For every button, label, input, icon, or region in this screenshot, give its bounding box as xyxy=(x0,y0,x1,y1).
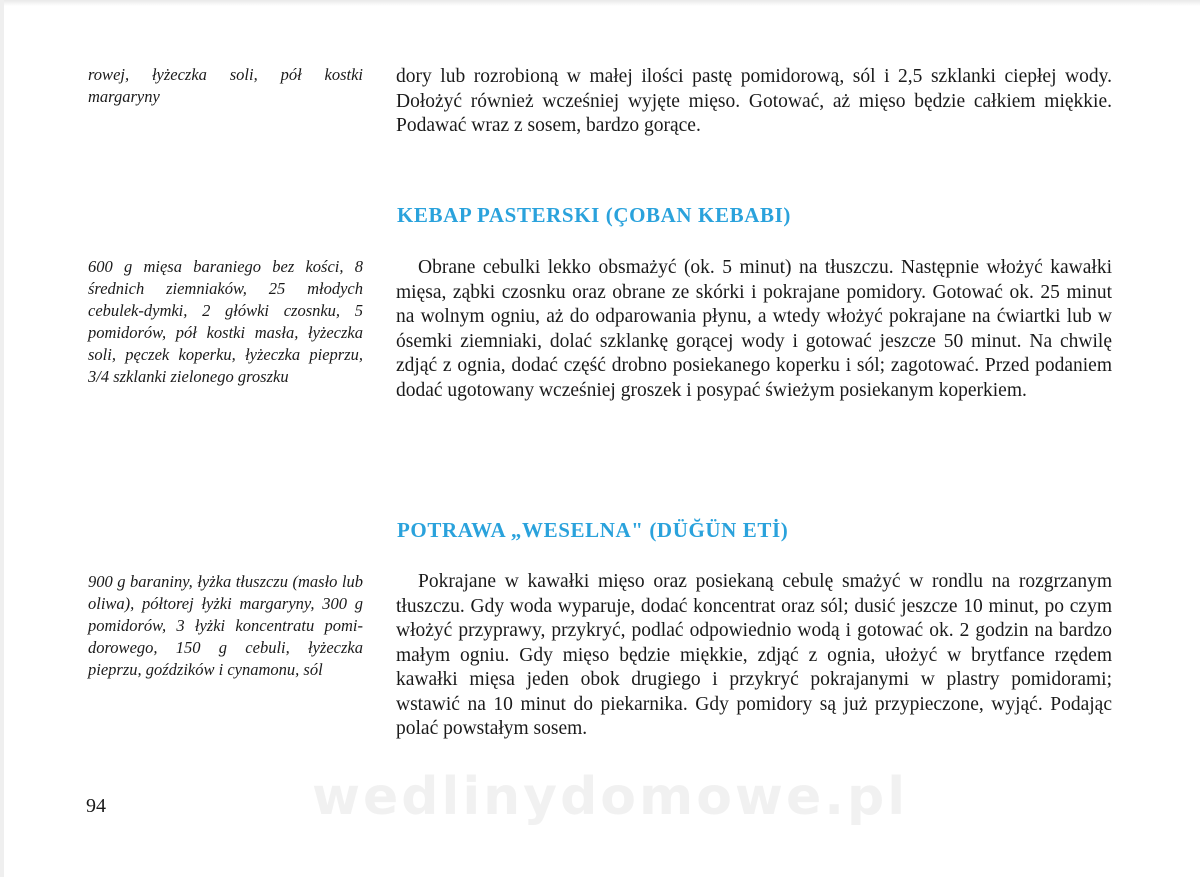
watermark: wedlinydomowe.pl xyxy=(311,767,909,827)
page-edge-left xyxy=(0,0,4,877)
recipe-title-potrawa-weselna: POTRAWA „WESELNA" (DÜĞÜN ETİ) xyxy=(397,518,789,542)
page-edge xyxy=(0,0,1200,6)
recipe-title-kebap-pasterski: KEBAP PASTERSKI (ÇOBAN KEBABI) xyxy=(397,203,791,227)
instructions-continued: dory lub rozrobioną w małej ilości pastę pomidorową, sól i 2,5 szklanki ciepłej wody. Dołożyć również wcześniej wyjęte mięso. Gotować, aż mięso będzie całkiem miękkie. Podawać wraz z sosem, bardzo gorące. xyxy=(396,66,1112,136)
page-number: 94 xyxy=(86,795,106,817)
instructions-kebap-pasterski: Obrane cebulki lekko obsmażyć (ok. 5 minut) na tłuszczu. Następnie włożyć kawałki mięsa, ząbki czosnku oraz obrane ze skórki i pokrajane pomidory. Gotować ok. 25 minut na wolnym ogniu, aż do odparowania płynu, a wtedy włożyć pokrajane na ćwiartki lub w ósemki ziemniaki, dolać szklankę gorącej wody i gotować jeszcze 50 minut. Na chwilę zdjąć z ognia, dodać część drobno posiekanego koperku i sól; zagotować. Przed podaniem dodać ugotowany wcześniej groszek i posypać świeżym posiekanym koperkiem. xyxy=(396,257,1112,401)
ingredients-list-potrawa-weselna: 900 g baraniny, łyżka tłuszczu (masło lub oliwa), półtorej łyżki margaryny, 300 g pomidorów, 3 łyżki koncentratu pomidorowego, 150 g cebuli, łyżeczka pieprzu, goździków i cynamonu, sól xyxy=(88,572,363,679)
ingredients-list-kebap-pasterski: 600 g mięsa baraniego bez kości, 8 średnich ziemniaków, 25 młodych cebulek-dymki, 2 główki czosnku, 5 pomidorów, pół kostki masła, łyżeczka soli, pęczek koperku, łyżeczka pieprzu, 3/4 szklanki zielonego groszku xyxy=(88,257,363,386)
instructions-potrawa-weselna: Pokrajane w kawałki mięso oraz posiekaną cebulę smażyć w rondlu na rozgrzanym tłuszczu. Gdy woda wyparuje, dodać koncentrat oraz sól; dusić jeszcze 10 minut, po czym włożyć przyprawy, przykryć, podlać odpowiednio wodą i gotować ok. 2 godzin na bardzo małym ogniu. Gdy mięso będzie miękkie, zdjąć z ognia, ułożyć w brytfance rzędem kawałki mięsa jeden obok drugiego i przykryć pokrajanymi w plastry pomidorami; wstawić na 10 minut do piekarnika. Gdy pomidory są już przypieczone, wyjąć. Podając polać powstałym sosem. xyxy=(396,571,1112,739)
ingredients-list-continued: rowej, łyżeczka soli, pół kostki margaryny xyxy=(88,65,363,106)
